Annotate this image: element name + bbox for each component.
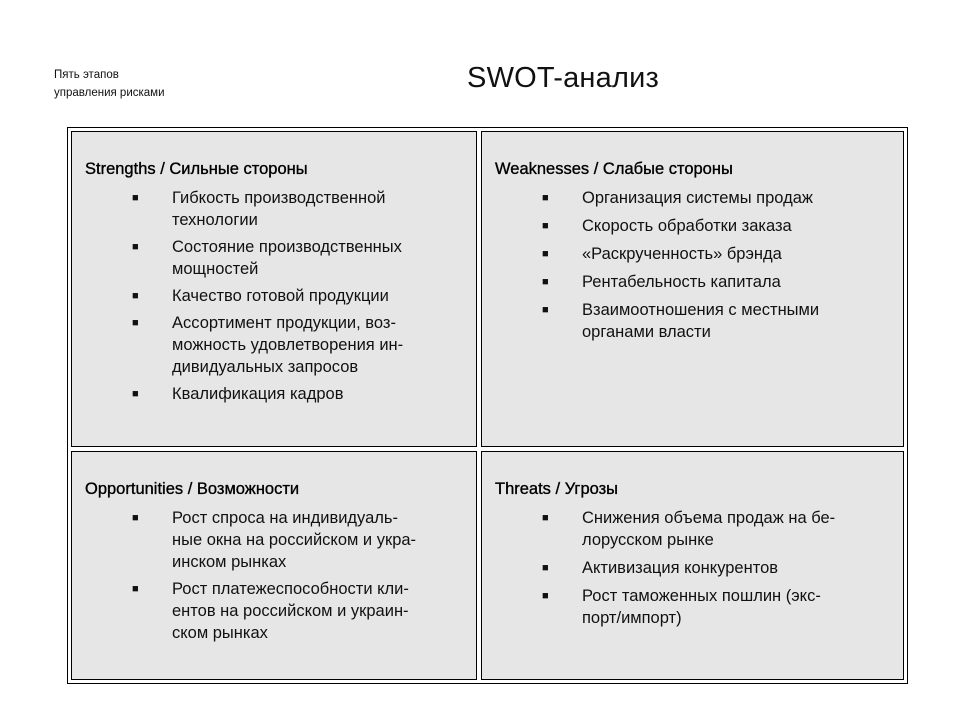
section-caption: Пять этапов управления рисками xyxy=(54,69,165,99)
list-item xyxy=(495,557,903,579)
bullet-icon: ■ xyxy=(132,512,139,524)
list-item-text: Рост спроса на индивидуаль- ные окна на российском и укра- инском рынках xyxy=(172,509,417,571)
list-item-text: Квалификация кадров xyxy=(172,385,344,403)
bullet-icon: ■ xyxy=(132,317,139,329)
list-item xyxy=(495,507,903,551)
strengths-heading: Strengths / Сильные стороны xyxy=(85,160,308,178)
bullet-icon: ■ xyxy=(542,304,549,316)
list-item-text: Состояние производственных мощностей xyxy=(172,238,402,278)
list-item xyxy=(85,507,476,573)
list-item-text: Качество готовой продукции xyxy=(172,287,389,305)
bullet-icon: ■ xyxy=(542,192,549,204)
list-item xyxy=(495,243,903,265)
bullet-icon: ■ xyxy=(132,290,139,302)
swot-matrix xyxy=(67,127,908,684)
list-item xyxy=(495,299,903,343)
list-item xyxy=(85,285,476,307)
list-item xyxy=(85,236,476,280)
bullet-icon: ■ xyxy=(542,512,549,524)
bullet-icon: ■ xyxy=(132,388,139,400)
bullet-icon: ■ xyxy=(542,220,549,232)
list-item xyxy=(85,578,476,644)
bullet-icon: ■ xyxy=(132,241,139,253)
list-item xyxy=(495,215,903,237)
list-item-text: Снижения объема продаж на бе- лорусском рынке xyxy=(582,509,836,549)
bullet-icon: ■ xyxy=(542,248,549,260)
bullet-icon: ■ xyxy=(132,583,139,595)
list-item-text: Организация системы продаж xyxy=(582,189,813,207)
opportunities-heading: Opportunities / Возможности xyxy=(85,480,300,498)
strengths-list xyxy=(85,187,476,405)
list-item-text: Скорость обработки заказа xyxy=(582,217,792,235)
opportunities-quadrant xyxy=(71,451,477,680)
opportunities-list xyxy=(85,507,476,644)
list-item-text: Рост платежеспособности кли- ентов на российском и украин- ском рынках xyxy=(172,580,409,642)
list-item-text: Рост таможенных пошлин (экс- порт/импорт) xyxy=(582,587,821,627)
bullet-icon: ■ xyxy=(542,562,549,574)
list-item xyxy=(495,187,903,209)
list-item-text: Ассортимент продукции, воз- можность удовлетворения ин- дивидуальных запросов xyxy=(172,314,404,376)
list-item xyxy=(85,312,476,378)
list-item-text: Рентабельность капитала xyxy=(582,273,781,291)
slide-title: SWOT-анализ xyxy=(467,62,659,94)
threats-quadrant xyxy=(481,451,904,680)
threats-heading: Threats / Угрозы xyxy=(495,480,619,498)
bullet-icon: ■ xyxy=(132,192,139,204)
list-item-text: Гибкость производственной технологии xyxy=(172,189,386,229)
list-item xyxy=(85,187,476,231)
threats-list xyxy=(495,507,903,629)
weaknesses-list xyxy=(495,187,903,343)
strengths-quadrant xyxy=(71,131,477,447)
bullet-icon: ■ xyxy=(542,590,549,602)
bullet-icon: ■ xyxy=(542,276,549,288)
weaknesses-heading: Weaknesses / Слабые стороны xyxy=(495,160,733,178)
list-item xyxy=(85,383,476,405)
list-item-text: «Раскрученность» брэнда xyxy=(582,245,782,263)
list-item xyxy=(495,271,903,293)
list-item-text: Взаимоотношения с местными органами власти xyxy=(582,301,820,341)
list-item-text: Активизация конкурентов xyxy=(582,559,779,577)
list-item xyxy=(495,585,903,629)
weaknesses-quadrant xyxy=(481,131,904,447)
